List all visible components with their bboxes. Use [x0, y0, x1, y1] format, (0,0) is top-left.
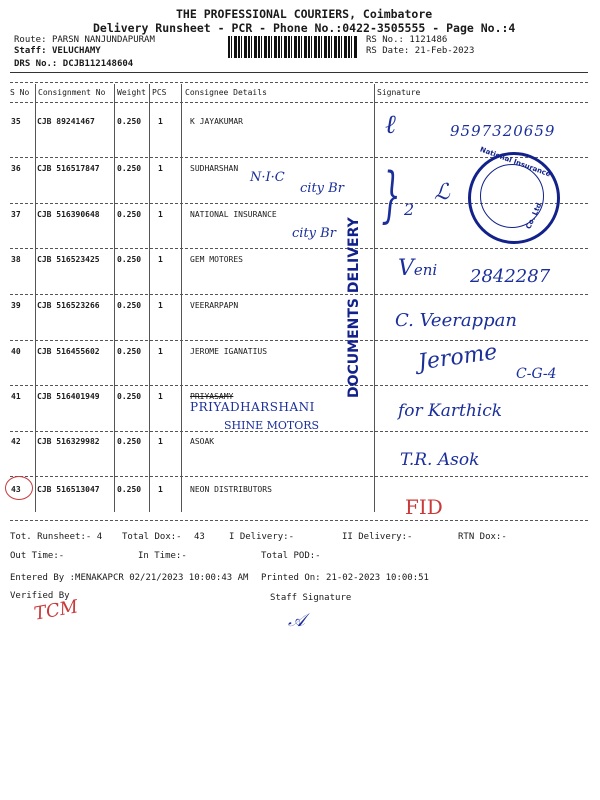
col-divider	[374, 84, 375, 512]
city-branch-37: city Br	[292, 226, 336, 241]
row-consignee: ASOAK	[190, 437, 215, 446]
rs-date-value: 21-Feb-2023	[414, 46, 475, 56]
row-pcs: 1	[158, 210, 163, 219]
i-delivery: I Delivery:-	[229, 532, 295, 542]
row-consignee: GEM MOTORES	[190, 255, 243, 264]
row-sno: 37	[11, 210, 21, 219]
header-rule-top	[10, 82, 588, 83]
header-rule-bottom	[10, 102, 588, 103]
row-consignee: K JAYAKUMAR	[190, 117, 243, 126]
row-consignee: JEROME IGANATIUS	[190, 347, 268, 356]
row-pcs: 1	[158, 301, 163, 310]
printed-on: Printed On: 21-02-2023 10:00:51	[261, 573, 429, 583]
entered-by: Entered By :MENAKAPCR 02/21/2023 10:00:43 AM	[10, 573, 249, 583]
phone-38: 2842287	[470, 266, 551, 287]
rs-no-line	[366, 35, 447, 45]
row-pcs: 1	[158, 164, 163, 173]
signature-41: for Karthick	[398, 401, 503, 421]
row-consignee: PRIYASAMY	[190, 392, 234, 401]
signature-35: ℓ	[385, 110, 396, 140]
row-consignment: CJB 89241467	[37, 117, 95, 126]
drs-line	[14, 59, 133, 69]
route-value: PARSN NANJUNDAPURAM	[51, 35, 155, 45]
row-weight: 0.250	[117, 485, 142, 494]
route-label: Route:	[14, 35, 47, 45]
top-rule	[10, 72, 588, 73]
row-sno: 42	[11, 437, 21, 446]
rs-no-label: RS No.:	[366, 35, 404, 45]
barcode-image	[228, 36, 358, 58]
row-pcs: 1	[158, 437, 163, 446]
ii-delivery: II Delivery:-	[342, 532, 413, 542]
row-consignee: SUDHARSHAN	[190, 164, 239, 173]
total-pod: Total POD:-	[261, 551, 321, 561]
col-signature: Signature	[377, 88, 421, 97]
row-pcs: 1	[158, 392, 163, 401]
row-sno: 41	[11, 392, 21, 401]
col-consignee: Consignee Details	[185, 88, 267, 97]
col-sno: S No	[10, 88, 30, 97]
verified-by-label: Verified By	[10, 591, 70, 601]
staff-value: VELUCHAMY	[51, 46, 101, 56]
verified-mark: TCM	[32, 596, 80, 625]
col-pcs: PCS	[152, 88, 167, 97]
total-dox-value: 43	[194, 532, 205, 542]
signature-39: C. Veerappan	[395, 310, 517, 331]
row-consignment: CJB 516390648	[37, 210, 100, 219]
documents-delivery-stamp: DOCUMENTS DELIVERY	[346, 217, 362, 398]
row-consignment: CJB 516523266	[37, 301, 100, 310]
row-pcs: 1	[158, 117, 163, 126]
row-consignment: CJB 516455602	[37, 347, 100, 356]
row-rule	[10, 248, 588, 249]
route-line	[14, 35, 155, 45]
row-consignment: CJB 516401949	[37, 392, 100, 401]
nic-note: N·I·C	[250, 170, 285, 185]
row-weight: 0.250	[117, 437, 142, 446]
staff-signature: 𝒜	[288, 610, 306, 631]
row-sno: 43	[11, 485, 21, 494]
rs-date-label: RS Date:	[366, 46, 410, 56]
row-rule	[10, 476, 588, 477]
rtn-dox: RTN Dox:-	[458, 532, 507, 542]
staff-label: Staff:	[14, 46, 47, 56]
row-sno: 40	[11, 347, 21, 356]
row-pcs: 1	[158, 485, 163, 494]
col-divider	[181, 84, 182, 512]
row-sno: 36	[11, 164, 21, 173]
total-dox-label: Total Dox:-	[122, 532, 182, 542]
company-title: THE PROFESSIONAL COURIERS, Coimbatore	[176, 7, 433, 21]
row-consignee: NEON DISTRIBUTORS	[190, 485, 272, 494]
row-weight: 0.250	[117, 392, 142, 401]
row-sno: 35	[11, 117, 21, 126]
note-40: C-G-4	[516, 366, 557, 382]
company-41: SHINE MOTORS	[224, 419, 320, 432]
drs-label: DRS No.:	[14, 59, 58, 69]
col-divider	[114, 84, 115, 512]
signature-37: ℒ	[434, 180, 450, 205]
row-rule	[10, 385, 588, 386]
rs-date-line	[366, 46, 474, 56]
col-weight: Weight	[117, 88, 146, 97]
row-rule	[10, 294, 588, 295]
seal-text-bottom: Co. Ltd	[524, 201, 544, 231]
row-consignment: CJB 516523425	[37, 255, 100, 264]
rs-no-value: 1121486	[409, 35, 448, 45]
brace-mark: }	[381, 160, 401, 230]
row-sno: 38	[11, 255, 21, 264]
phone-35: 9597320659	[450, 122, 556, 140]
city-branch-36: city Br	[300, 181, 344, 196]
in-time: In Time:-	[138, 551, 187, 561]
out-time: Out Time:-	[10, 551, 65, 561]
row-pcs: 1	[158, 347, 163, 356]
row-weight: 0.250	[117, 164, 142, 173]
staff-signature-label: Staff Signature	[270, 593, 352, 603]
row-weight: 0.250	[117, 255, 142, 264]
row-rule	[10, 340, 588, 341]
row-consignment: CJB 516329982	[37, 437, 100, 446]
row-43-circle	[5, 476, 33, 500]
runsheet-subtitle: Delivery Runsheet - PCR - Phone No.:0422-3505555 - Page No.:4	[93, 21, 516, 35]
drs-value: DCJB112148604	[62, 59, 134, 69]
signature-43: FID	[405, 495, 443, 519]
signature-38: Veni	[398, 256, 438, 281]
row-pcs: 1	[158, 255, 163, 264]
row-consignee: VEERARPAPN	[190, 301, 239, 310]
row-weight: 0.250	[117, 117, 142, 126]
signature-40: Jerome	[416, 339, 499, 376]
staff-line	[14, 46, 101, 56]
row-rule	[10, 520, 588, 521]
row-consignment: CJB 516513047	[37, 485, 100, 494]
col-consignment: Consignment No	[38, 88, 106, 97]
col-divider	[149, 84, 150, 512]
row-weight: 0.250	[117, 347, 142, 356]
row-weight: 0.250	[117, 210, 142, 219]
row-sno: 39	[11, 301, 21, 310]
name-41: PRIYADHARSHANI	[190, 400, 315, 414]
signature-42: T.R. Asok	[400, 450, 480, 470]
row-weight: 0.250	[117, 301, 142, 310]
row-consignment: CJB 516517847	[37, 164, 100, 173]
row-consignee: NATIONAL INSURANCE	[190, 210, 277, 219]
col-divider	[35, 84, 36, 512]
tot-runsheet: Tot. Runsheet:- 4	[10, 532, 103, 542]
seal-text-top: National Insurance	[478, 145, 552, 179]
circled-number: 2	[404, 200, 415, 219]
